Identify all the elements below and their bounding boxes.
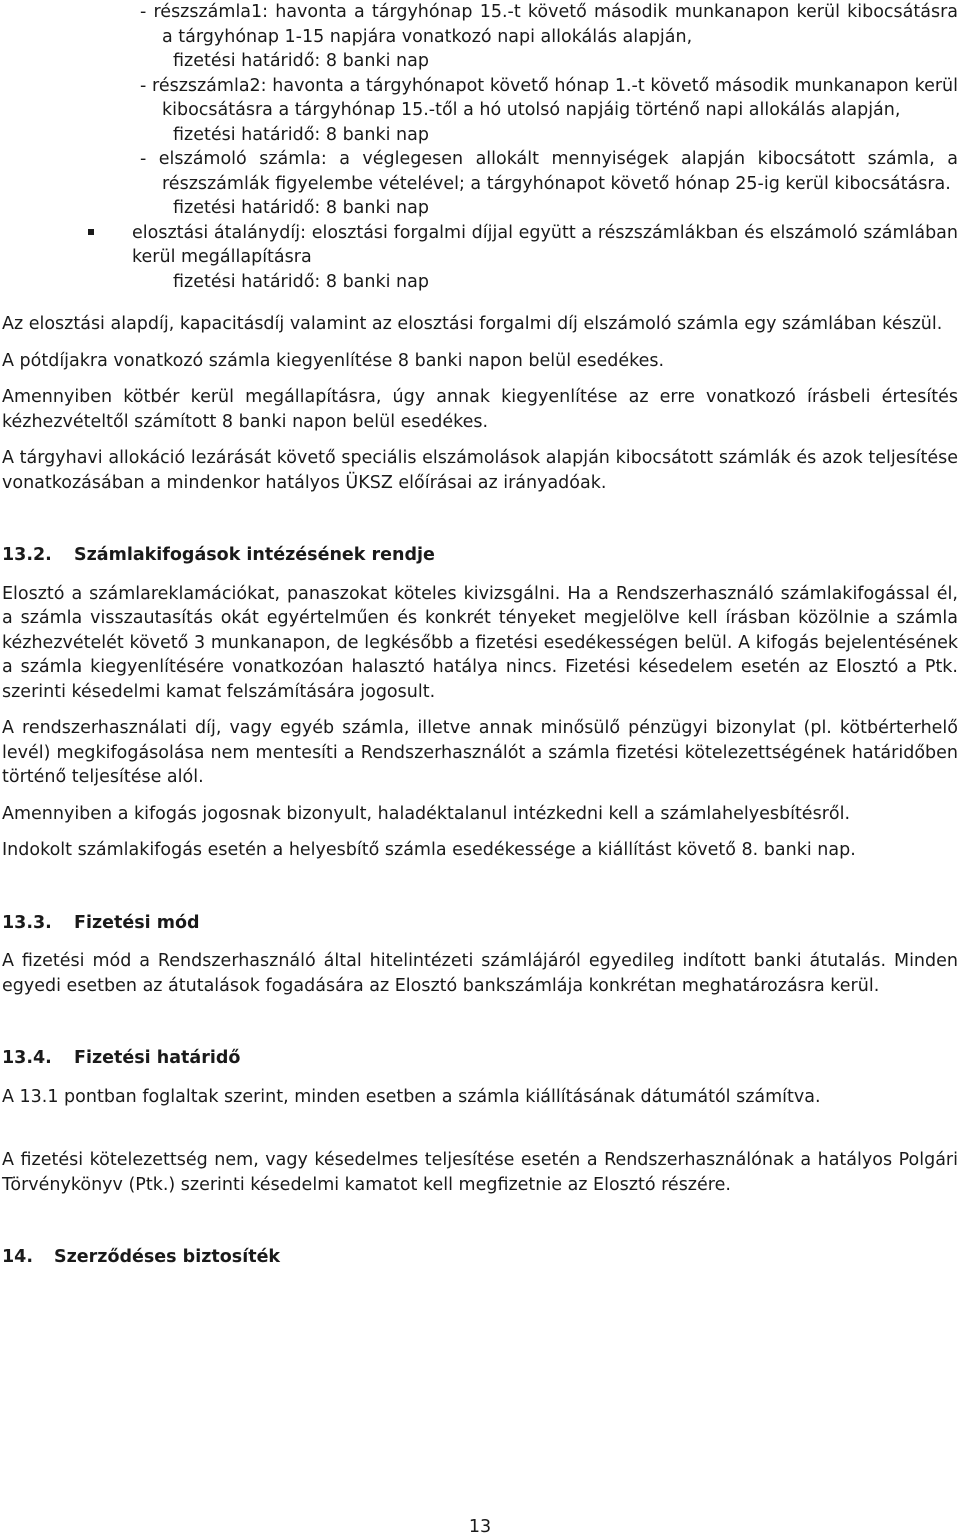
flat-fee-due: fizetési határidő: 8 banki nap [173,271,429,292]
partial-invoice-1-due: fizetési határidő: 8 banki nap [173,51,429,71]
section-13-2-p2: A rendszerhasználati díj, vagy egyéb számla, illetve annak minősülő pénzügyi bizonylat (pl. kötbérterhelő levél) megkifogásolása nem mentesíti a Rendszerhasználót a számla fizetési kötelezettségének határidőben történő teljesítése alól. [2,718,958,787]
paragraph-penalty: Amennyiben kötbér kerül megállapításra, úgy annak kiegyenlítése az erre vonatkozó írásbeli értesítés kézhezvételtől számított 8 banki napon belül esedékes. [2,387,958,432]
final-invoice-due: fizetési határidő: 8 banki nap [173,198,429,218]
partial-invoice-2: - részszámla2: havonta a tárgyhónapot követő hónap 1.-t követő második munkanapon kerül kibocsátásra a tárgyhónap 15.-től a hó utolsó napjáig történő napi allokálás alapján, [140,75,958,120]
section-13-3-p1: A fizetési mód a Rendszerhasználó által hitelintézeti számlájáról egyedileg indított banki átutalás. Minden egyedi esetben az átutalások fogadására az Elosztó bankszámlája konkrétan meghatározásra kerül. [2,951,958,996]
partial-invoice-2-due: fizetési határidő: 8 banki nap [173,124,429,145]
final-invoice: - elszámoló számla: a véglegesen allokált mennyiségek alapján kibocsátott számla, a részszámlák figyelembe vételével; a tárgyhónapot követő hónap 25-ig kerül kibocsátásra. [140,149,958,194]
paragraph-surcharge: A pótdíjakra vonatkozó számla kiegyenlítése 8 banki napon belül esedékes. [2,350,665,371]
section-13-2-p4: Indokolt számlakifogás esetén a helyesbítő számla esedékessége a kiállítást követő 8. banki nap. [2,840,856,860]
section-13-2-p3: Amennyiben a kifogás jogosnak bizonyult, haladéktalanul intézkedni kell a számlahelyesbítésről. [2,803,851,824]
section-13-4-p1: A 13.1 pontban foglaltak szerint, minden esetben a számla kiállításának dátumától számítva. [2,1086,821,1107]
invoice-schedule-list [140,0,958,221]
section-number: 13.4. [2,1048,52,1068]
section-13-2-heading [2,543,958,568]
section-title: Fizetési mód [74,912,200,933]
flat-fee-bullet [132,221,958,295]
page-number: 13 [468,1517,492,1537]
section-13-4-heading [2,1046,958,1071]
section-title: Szerződéses biztosíték [54,1247,281,1267]
section-number: 13.2. [2,545,52,565]
section-13-4-p2: A fizetési kötelezettség nem, vagy késedelmes teljesítése esetén a Rendszerhasználónak a hatályos Polgári Törvénykönyv (Ptk.) szerinti késedelmi kamatot kell megfizetnie az Elosztó részére. [2,1150,958,1195]
section-14-heading [2,1245,958,1270]
paragraph-special-settlement: A tárgyhavi allokáció lezárását követő speciális elszámolások alapján kibocsátott számlák és azok teljesítése vonatkozásában a mindenkor hatályos ÜKSZ előírásai az irányadóak. [2,448,958,493]
flat-fee-text: elosztási átalánydíj: elosztási forgalmi díjjal együtt a részszámlákban és elszámoló számlában kerül megállapításra [132,222,958,267]
section-number: 14. [2,1247,34,1267]
section-number: 13.3. [2,912,52,933]
document-page [2,0,958,1270]
section-title: Számlakifogások intézésének rendje [74,545,435,565]
paragraph-base-fee: Az elosztási alapdíj, kapacitásdíj valamint az elosztási forgalmi díj elszámoló számla egy számlában készül. [2,314,943,334]
section-13-2-p1: Elosztó a számlareklamációkat, panaszokat köteles kivizsgálni. Ha a Rendszerhasználó számlakifogással él, a számla visszautasítás okát egyértelműen és konkrét tényeket megjelölve kell írásban közölnie a számla kézhezvételét követő 3 munkanapon, de legkésőbb a fizetési esedékességen belül. A kifogás bejelentésének a számla kiegyenlítésére vonatkozóan halasztó hatálya nincs. Fizetési késedelem esetén az Elosztó a Ptk. szerinti késedelmi kamat felszámítására jogosult. [2,583,958,702]
square-bullet-icon [88,229,94,235]
section-title: Fizetési határidő [74,1048,241,1068]
section-13-3-heading [2,911,958,936]
partial-invoice-1: - részszámla1: havonta a tárgyhónap 15.-t követő második munkanapon kerül kibocsátásra a tárgyhónap 1-15 napjára vonatkozó napi allokálás alapján, [140,2,958,47]
